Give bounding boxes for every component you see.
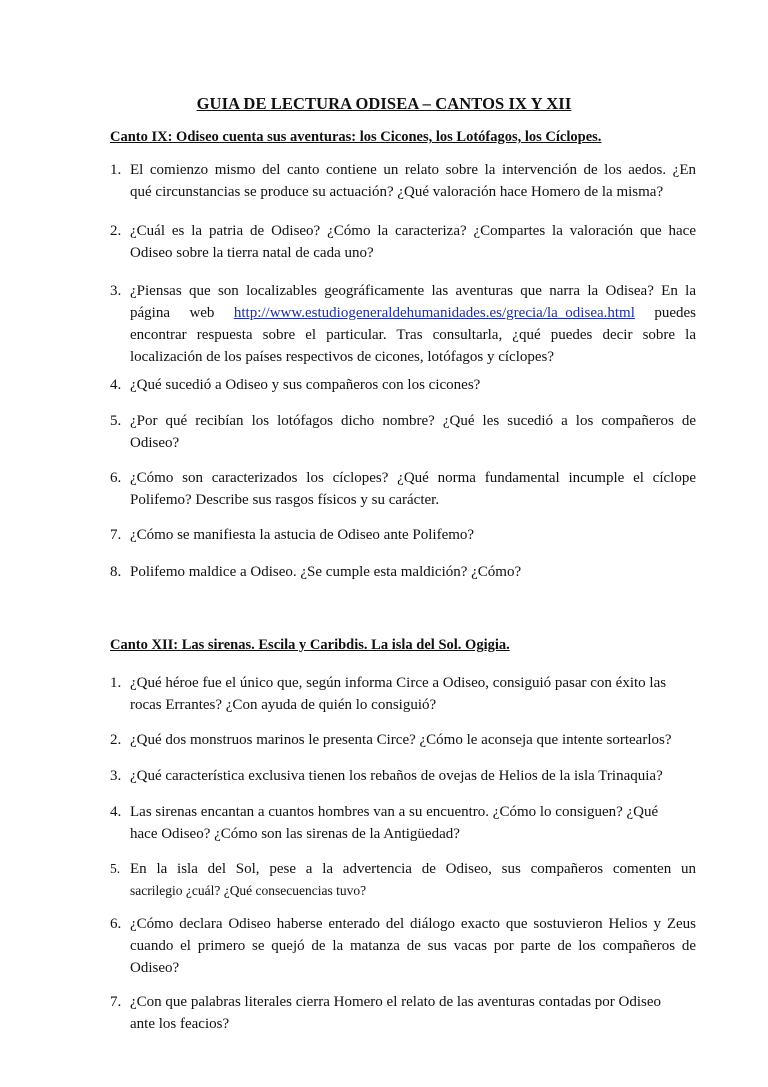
question-text: ¿Qué sucedió a Odiseo y sus compañeros con los cicones? (130, 377, 481, 393)
question-number: 5. (110, 861, 121, 876)
question-text: web (189, 305, 215, 321)
question-number: 1. (110, 675, 122, 691)
question-number: 7. (110, 527, 122, 543)
question-text: Odiseo sobre la tierra natal de cada uno? (130, 245, 374, 261)
question-text: ¿Piensas que son localizables geográficamente las aventuras que narra la Odisea? En la (130, 283, 696, 299)
canto-xii-question-7 (110, 991, 696, 1035)
question-number: 8. (110, 564, 122, 580)
canto-xii-question-1 (110, 672, 696, 716)
question-text: hace Odiseo? ¿Cómo son las sirenas de la Antigüedad? (130, 826, 460, 842)
canto-xii-question-6 (110, 913, 696, 979)
question-text: ante los feacios? (130, 1016, 230, 1032)
canto-xii-question-2 (110, 729, 696, 751)
canto-ix-question-5 (110, 410, 696, 454)
canto-ix-question-1 (110, 159, 696, 203)
question-number: 1. (110, 162, 122, 178)
question-text: ¿Con que palabras literales cierra Homero el relato de las aventuras contadas por Odiseo (130, 994, 662, 1010)
question-number: 7. (110, 994, 122, 1010)
question-text: ¿Qué dos monstruos marinos le presenta Circe? ¿Cómo le aconseja que intente sortearlos? (130, 732, 672, 748)
question-number: 3. (110, 768, 122, 784)
question-text: Odiseo? (130, 960, 180, 976)
canto-ix-question-2 (110, 220, 696, 264)
question-text: Polifemo maldice a Odiseo. ¿Se cumple esta maldición? ¿Cómo? (130, 564, 522, 580)
canto-ix-question-4 (110, 374, 696, 396)
page-title: GUIA DE LECTURA ODISEA – CANTOS IX Y XII (196, 94, 572, 113)
canto-ix-heading: Canto IX: Odiseo cuenta sus aventuras: los Cicones, los Lotófagos, los Cíclopes. (110, 129, 602, 145)
question-text: Odiseo? (130, 435, 180, 451)
canto-xii-question-5 (110, 858, 696, 902)
question-number: 2. (110, 223, 122, 239)
question-text: ¿Qué característica exclusiva tienen los rebaños de ovejas de Helios de la isla Trinaquia? (130, 768, 663, 784)
question-text: En la isla del Sol, pese a la advertencia de Odiseo, sus compañeros comenten un (130, 861, 696, 877)
question-text: ¿Cómo declara Odiseo haberse enterado del diálogo exacto que sostuvieron Helios y Zeus (130, 916, 696, 932)
question-text: página (130, 305, 170, 321)
canto-xii-question-3 (110, 765, 696, 787)
canto-ix-question-6 (110, 467, 696, 511)
question-number: 2. (110, 732, 122, 748)
question-text: Las sirenas encantan a cuantos hombres van a su encuentro. ¿Cómo lo consiguen? ¿Qué (130, 804, 659, 820)
question-text: sacrilegio ¿cuál? ¿Qué consecuencias tuvo? (130, 883, 367, 898)
canto-ix-question-7 (110, 524, 696, 546)
question-text: ¿Cómo se manifiesta la astucia de Odiseo ante Polifemo? (130, 527, 475, 543)
question-number: 4. (110, 804, 122, 820)
question-text: qué circunstancias se produce su actuación? ¿Qué valoración hace Homero de la misma? (130, 184, 664, 200)
question-text: El comienzo mismo del canto contiene un relato sobre la intervención de los aedos. ¿En (130, 162, 696, 178)
question-text: localización de los países respectivos de cicones, lotófagos y cíclopes? (130, 349, 555, 365)
question-number: 6. (110, 470, 122, 486)
canto-xii-heading: Canto XII: Las sirenas. Escila y Caribdis. La isla del Sol. Ogigia. (110, 637, 510, 653)
question-text: ¿Cómo son caracterizados los cíclopes? ¿Qué norma fundamental incumple el cíclope (130, 470, 696, 486)
canto-ix-question-8 (110, 561, 696, 583)
question-text: puedes (654, 305, 696, 321)
question-number: 3. (110, 283, 122, 299)
question-text: ¿Cuál es la patria de Odiseo? ¿Cómo la caracteriza? ¿Compartes la valoración que hace (130, 223, 696, 239)
canto-ix-question-3 (110, 280, 696, 368)
question-text: rocas Errantes? ¿Con ayuda de quién lo consiguió? (130, 697, 437, 713)
question-text: ¿Qué héroe fue el único que, según informa Circe a Odiseo, consiguió pasar con éxito las (130, 675, 667, 691)
estudiogeneral-link[interactable]: http://www.estudiogeneraldehumanidades.es/grecia/la_odisea.html (233, 305, 635, 321)
question-number: 4. (110, 377, 122, 393)
question-number: 5. (110, 413, 122, 429)
question-number: 6. (110, 916, 122, 932)
canto-xii-question-4 (110, 801, 696, 845)
question-text: Polifemo? Describe sus rasgos físicos y su carácter. (130, 492, 440, 508)
question-text: cuando el primero se quejó de la matanza de sus vacas por parte de los compañeros de (130, 938, 696, 954)
question-text: encontrar respuesta sobre el particular. Tras consultarla, ¿qué puedes decir sobre la (130, 327, 696, 343)
question-text: ¿Por qué recibían los lotófagos dicho nombre? ¿Qué les sucedió a los compañeros de (130, 413, 696, 429)
